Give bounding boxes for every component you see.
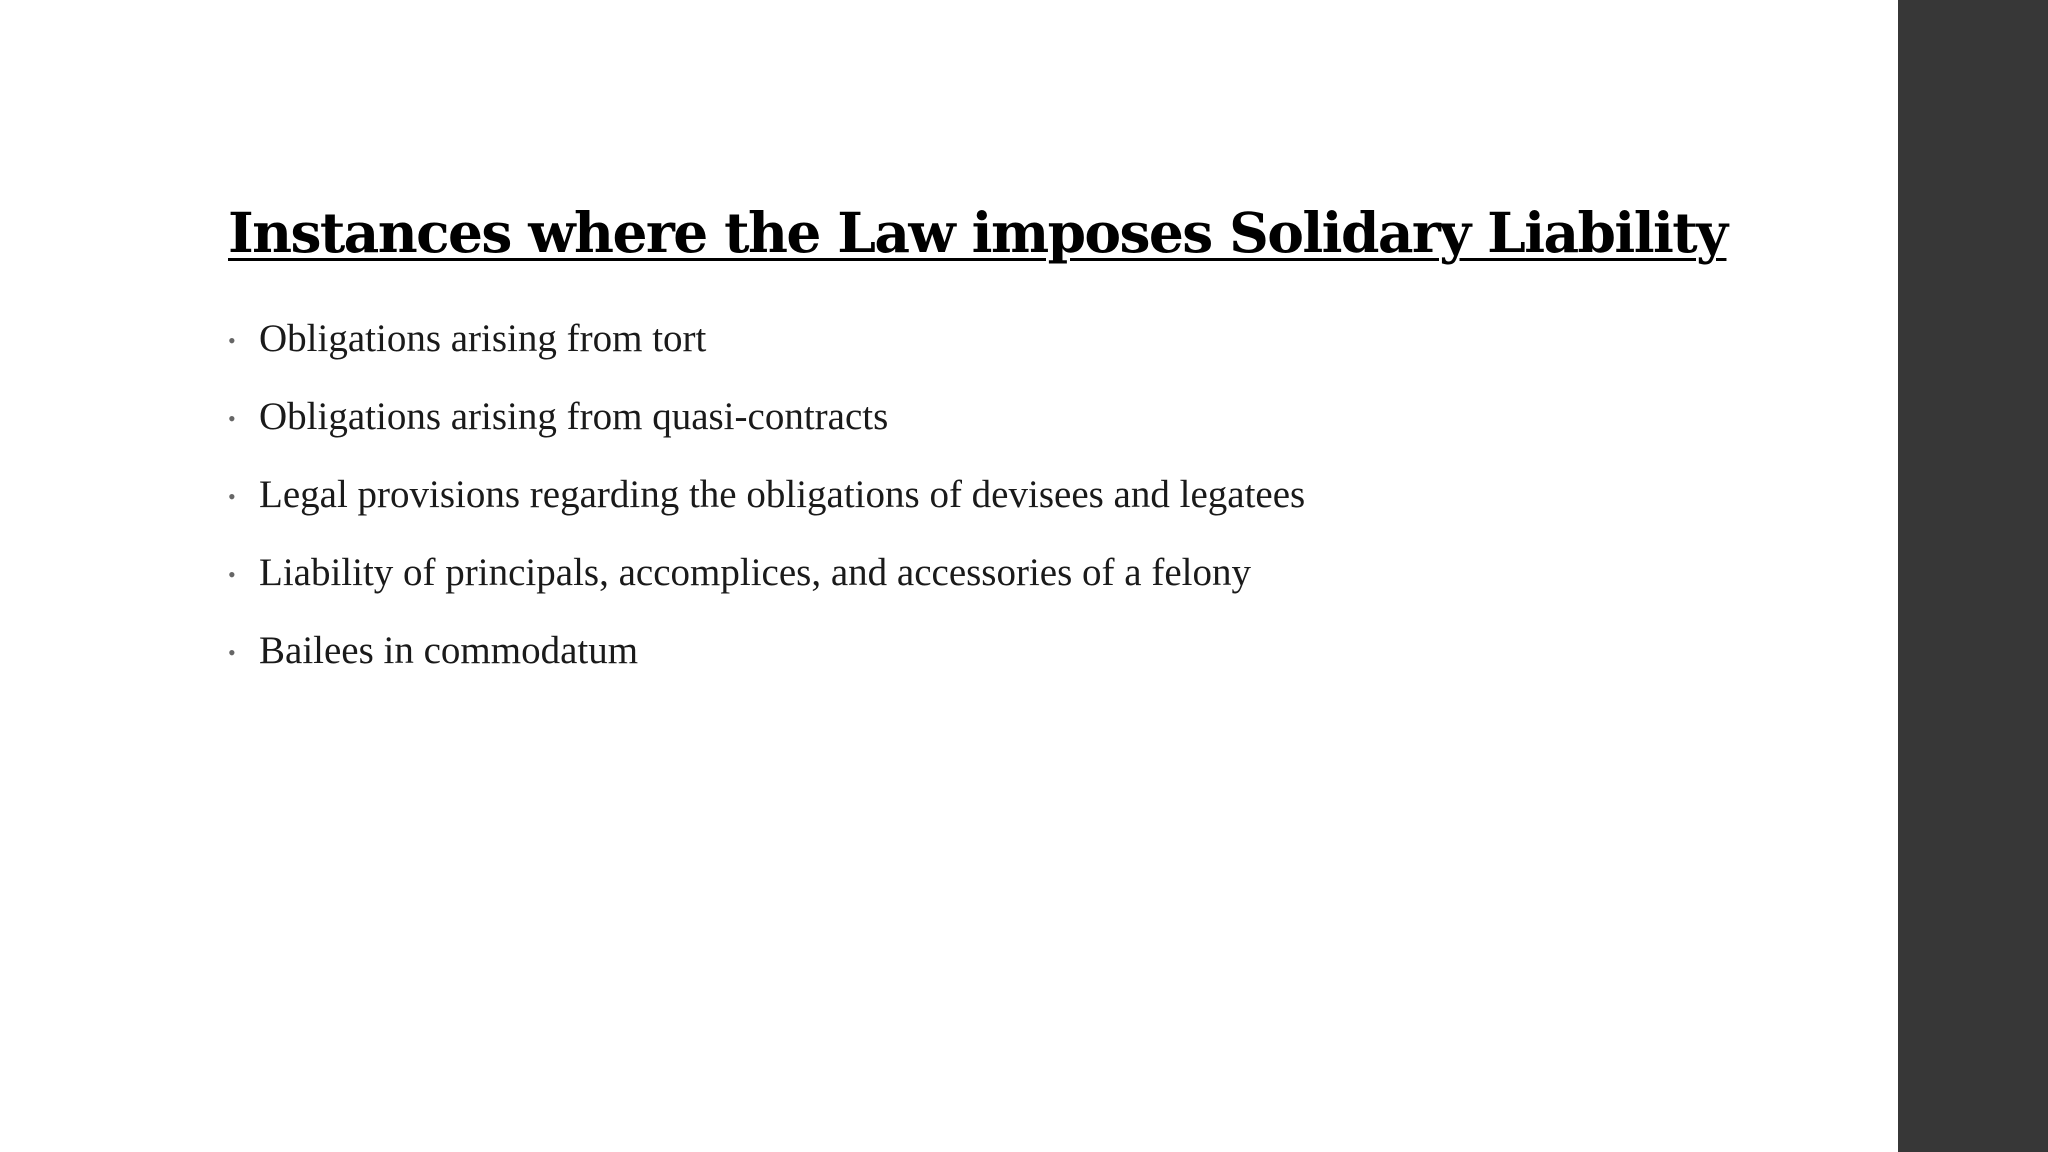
bullet-item-devisees-legatees bbox=[228, 469, 1305, 547]
bullet-item-quasi-contracts bbox=[228, 391, 1305, 469]
bullet-item-felony bbox=[228, 547, 1305, 625]
bullet-item-tort bbox=[228, 313, 1305, 391]
bullet-text: Obligations arising from quasi-contracts bbox=[259, 395, 889, 438]
bullet-text: Bailees in commodatum bbox=[259, 629, 639, 672]
bullet-text: Liability of principals, accomplices, and accessories of a felony bbox=[259, 551, 1251, 594]
bullet-dot-icon: • bbox=[228, 484, 236, 509]
bullet-dot-icon: • bbox=[228, 328, 236, 353]
slide-title: Instances where the Law imposes Solidary Liability bbox=[228, 200, 1727, 265]
bullet-item-commodatum bbox=[228, 625, 1305, 703]
bullet-dot-icon: • bbox=[228, 562, 236, 587]
bullet-text: Obligations arising from tort bbox=[259, 317, 707, 360]
bullet-dot-icon: • bbox=[228, 640, 236, 665]
side-accent-bar bbox=[1898, 0, 2048, 1152]
bullet-text: Legal provisions regarding the obligations of devisees and legatees bbox=[259, 473, 1306, 516]
bullet-dot-icon: • bbox=[228, 406, 236, 431]
bullet-list bbox=[228, 313, 1305, 703]
